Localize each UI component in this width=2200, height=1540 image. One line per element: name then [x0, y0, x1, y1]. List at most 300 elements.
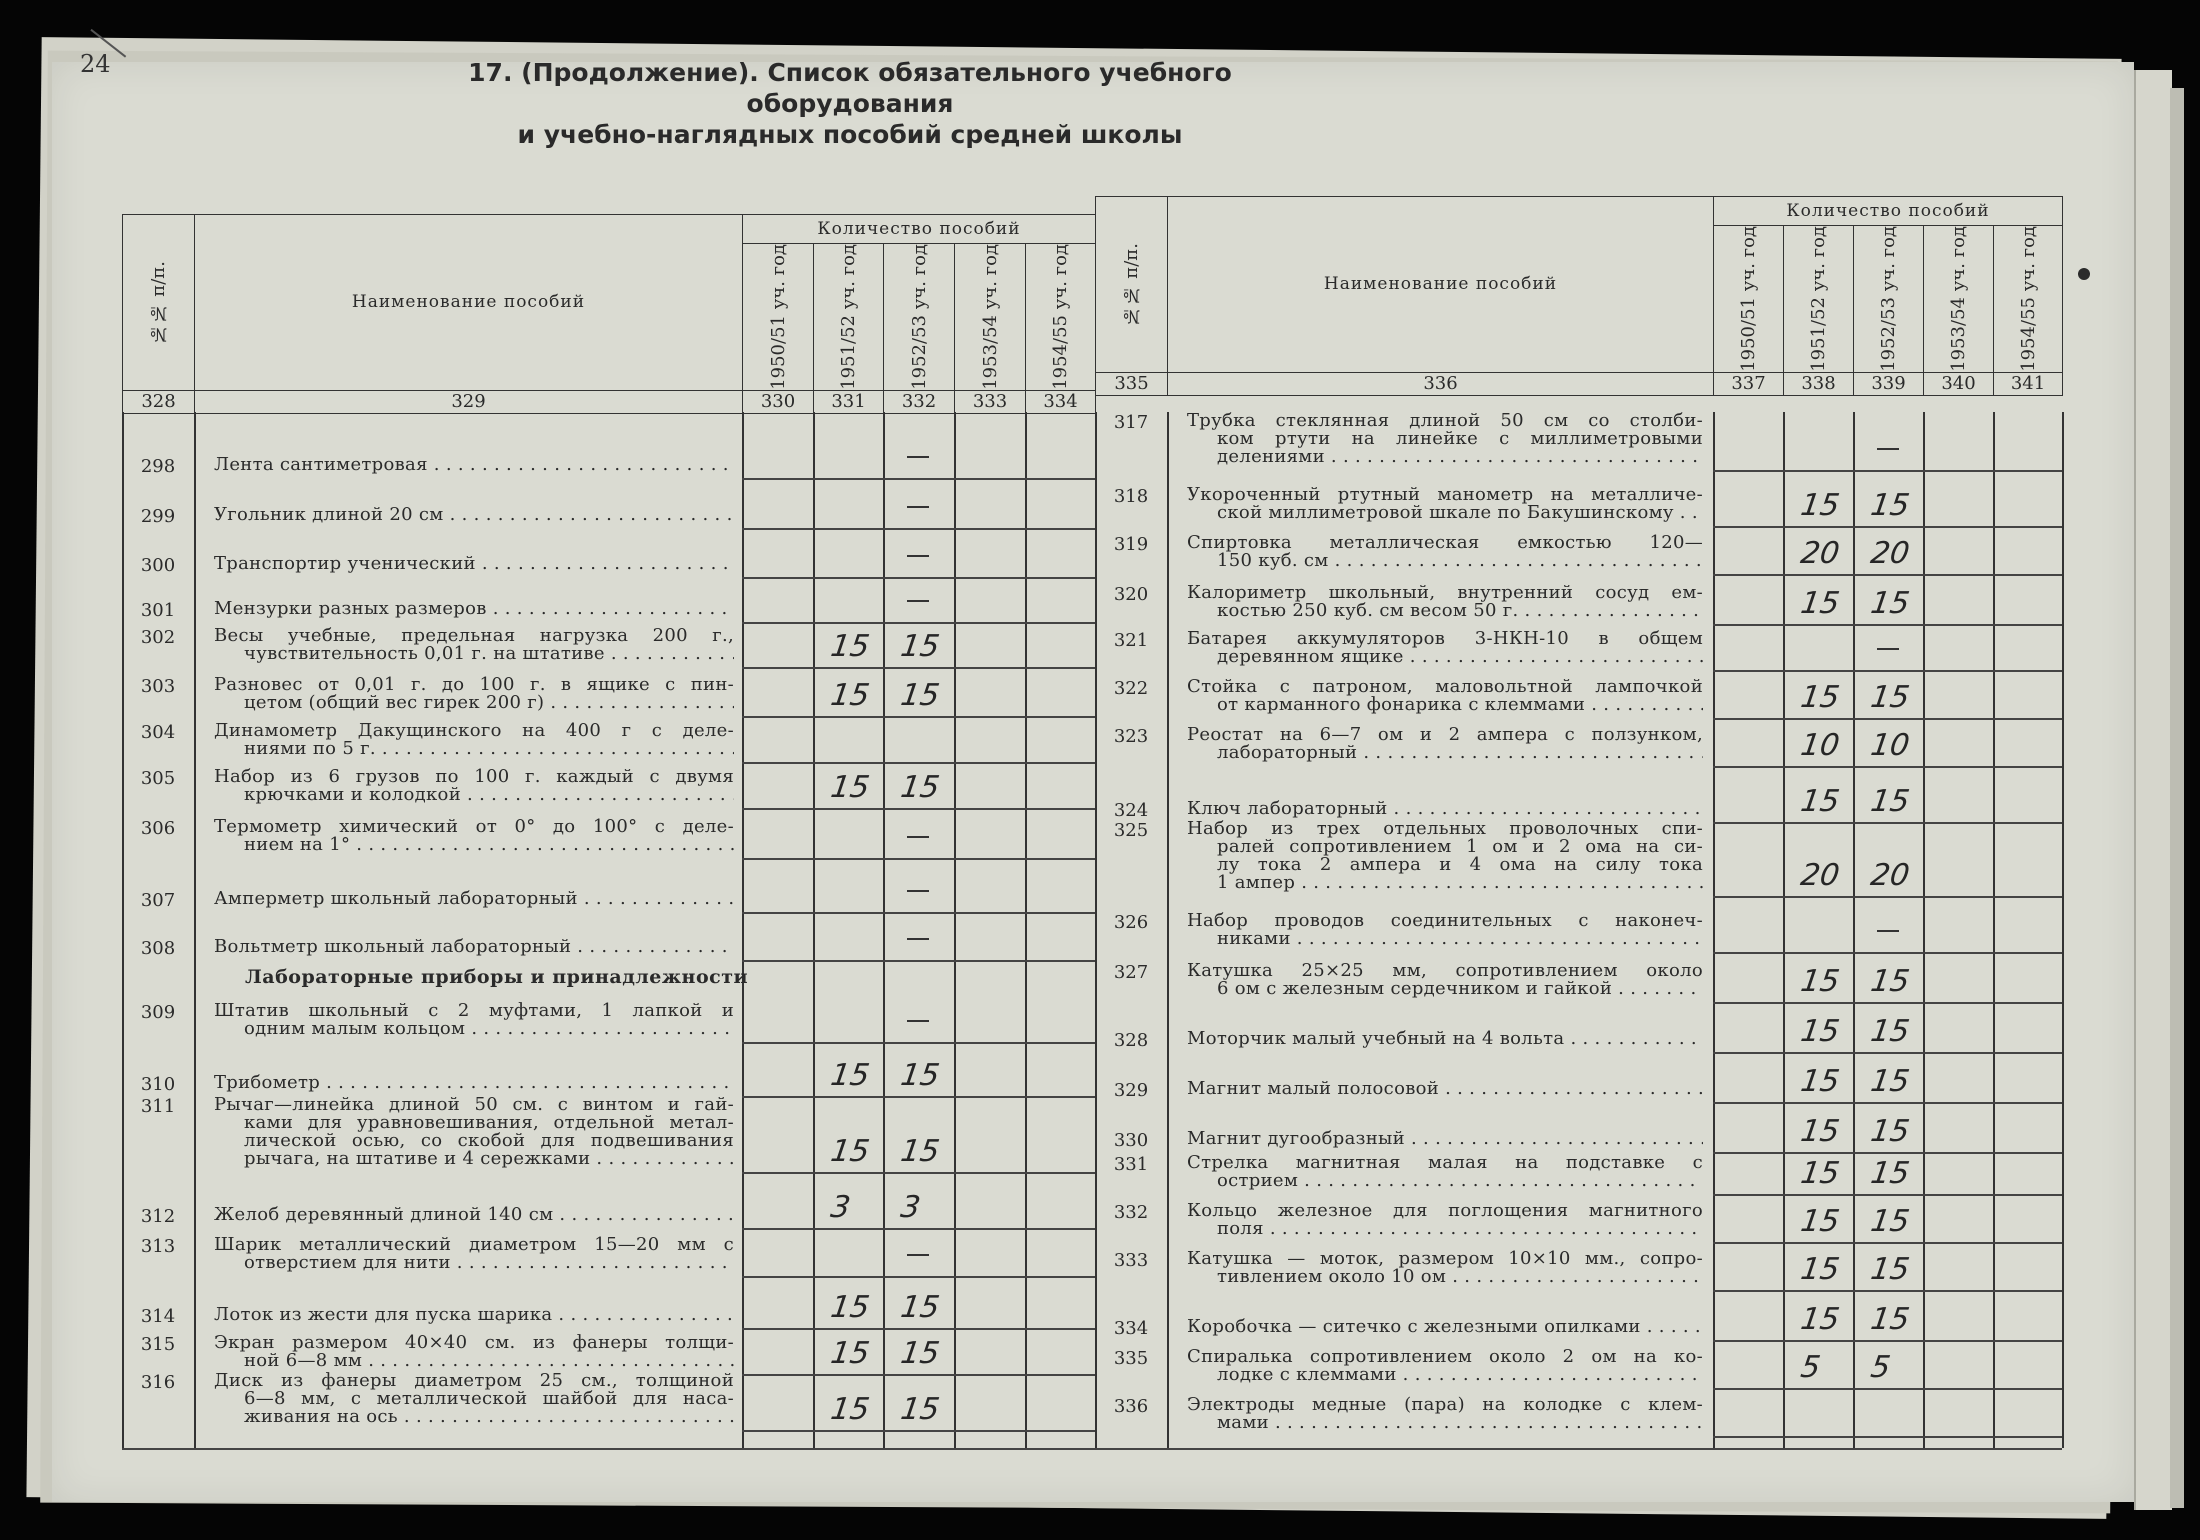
handwritten-quantity: 15 — [898, 1290, 942, 1325]
row-number: 311 — [140, 1096, 176, 1117]
item-name-line: ками для уравновешивания, отдельной метал- — [244, 1114, 734, 1132]
table-row — [122, 1372, 734, 1426]
row-rule — [742, 1276, 1095, 1278]
item-name-line: Стрелка магнитная малая на подставке с — [1187, 1154, 1703, 1172]
handwritten-quantity: 15 — [1868, 1014, 1912, 1049]
handwritten-quantity: 5 — [1868, 1350, 1893, 1385]
item-name-line: 1 ампер . . . — [1187, 874, 1703, 892]
handwritten-quantity: 15 — [828, 1134, 872, 1169]
item-name-line: ниями по 5 г. . . . — [214, 740, 734, 758]
item-name-line: Диск из фанеры диаметром 25 см., толщиной — [214, 1372, 734, 1390]
col-number: 330 — [743, 390, 814, 413]
item-name-line: крючками и колодкой . . . — [214, 786, 734, 804]
row-rule — [742, 1096, 1095, 1098]
item-name — [1187, 962, 1703, 998]
item-name-line: нием на 1° . . . — [214, 836, 734, 854]
column-rule — [1923, 412, 1925, 1448]
row-number: 330 — [1113, 1130, 1149, 1151]
right-year-1954: 1954/55 уч. год — [2017, 226, 2039, 372]
right-name-header: Наименование пособий — [1168, 197, 1714, 373]
table-row — [1095, 1154, 1703, 1190]
item-name-line: Трибометр . . . — [214, 1074, 734, 1092]
table-row — [1095, 1396, 1703, 1432]
handwritten-quantity: 15 — [1868, 586, 1912, 621]
column-rule — [1713, 412, 1715, 1448]
row-number: 329 — [1113, 1080, 1149, 1101]
table-row — [1095, 412, 1703, 466]
handwritten-dash — [907, 600, 929, 602]
row-number: 305 — [140, 768, 176, 789]
item-name-line: Реостат на 6—7 ом и 2 ампера с ползунком, — [1187, 726, 1703, 744]
row-number: 299 — [140, 506, 176, 527]
column-rule — [1025, 412, 1027, 1448]
row-rule — [742, 1328, 1095, 1330]
handwritten-quantity: 15 — [1798, 1302, 1842, 1337]
item-name — [1187, 1250, 1703, 1286]
item-name — [214, 506, 734, 524]
item-name-line: ралей сопротивлением 1 ом и 2 ома на си- — [1217, 838, 1703, 856]
item-name-line: Укороченный ртутный манометр на металличе- — [1187, 486, 1703, 504]
item-name — [1187, 800, 1703, 818]
row-number: 316 — [140, 1372, 176, 1393]
item-name-line: Магнит дугообразный . . . — [1187, 1130, 1703, 1148]
row-rule — [742, 716, 1095, 718]
col-number: 331 — [814, 390, 884, 413]
right-num-header: №№ п/п. — [1096, 197, 1168, 373]
item-name-line: мами . . . — [1187, 1414, 1703, 1432]
row-rule — [1713, 1242, 2062, 1244]
row-number: 327 — [1113, 962, 1149, 983]
table-row — [122, 890, 734, 911]
row-rule — [742, 808, 1095, 810]
item-name-line: лической осью, со скобой для подвешивания — [244, 1132, 734, 1150]
title-line-2: и учебно-наглядных пособий средней школы — [517, 120, 1183, 149]
handwritten-quantity: 15 — [1868, 1204, 1912, 1239]
item-name — [214, 1002, 734, 1038]
table-row — [1095, 1348, 1703, 1384]
item-name — [214, 818, 734, 854]
item-name — [1187, 1396, 1703, 1432]
handwritten-quantity: 15 — [898, 770, 942, 805]
row-number: 331 — [1113, 1154, 1149, 1175]
page-number: 24 — [80, 50, 111, 78]
handwritten-quantity: 15 — [1868, 488, 1912, 523]
col-number: 339 — [1854, 372, 1924, 395]
column-rule — [1783, 412, 1785, 1448]
item-name-line: лу тока 2 ампера и 4 ома на силу тока — [1217, 856, 1703, 874]
col-number: 333 — [955, 390, 1026, 413]
column-rule — [2062, 412, 2064, 1448]
handwritten-quantity: 5 — [1798, 1350, 1823, 1385]
table-row — [1095, 800, 1703, 821]
row-number: 314 — [140, 1306, 176, 1327]
handwritten-quantity: 15 — [1868, 1252, 1912, 1287]
section-heading: Лабораторные приборы и принадлежности — [245, 966, 749, 988]
handwritten-quantity: 15 — [828, 1290, 872, 1325]
row-rule — [1713, 574, 2062, 576]
item-name-line: Коробочка — ситечко с железными опилками . . . — [1187, 1318, 1703, 1336]
handwritten-dash — [907, 456, 929, 458]
row-number: 326 — [1113, 912, 1149, 933]
row-number: 328 — [1113, 1030, 1149, 1051]
table-row — [1095, 962, 1703, 998]
right-quantity-header: Количество пособий — [1714, 197, 2063, 226]
row-rule — [1713, 1340, 2062, 1342]
handwritten-quantity: 3 — [828, 1190, 853, 1225]
item-name-line: живания на ось . . . — [214, 1408, 734, 1426]
item-name — [214, 1236, 734, 1272]
table-row — [1095, 912, 1703, 948]
handwritten-quantity: 15 — [898, 1336, 942, 1371]
left-year-1952: 1952/53 уч. год — [908, 244, 930, 390]
row-rule — [1713, 624, 2062, 626]
handwritten-quantity: 15 — [1798, 680, 1842, 715]
column-rule — [883, 412, 885, 1448]
row-rule — [742, 528, 1095, 530]
row-number: 313 — [140, 1236, 176, 1257]
row-number: 324 — [1113, 800, 1149, 821]
table-row — [122, 1306, 734, 1327]
left-header-table — [122, 214, 1096, 414]
row-rule — [1713, 1152, 2062, 1154]
table-row — [122, 627, 734, 663]
right-year-1950: 1950/51 уч. год — [1738, 226, 1759, 372]
row-rule — [742, 858, 1095, 860]
item-name-line: Лоток из жести для пуска шарика . . . — [214, 1306, 734, 1324]
table-row — [122, 456, 734, 477]
row-number: 303 — [140, 676, 176, 697]
handwritten-quantity: 15 — [828, 770, 872, 805]
item-name-line: Вольтметр школьный лабораторный . . . — [214, 938, 734, 956]
item-name-line: Моторчик малый учебный на 4 вольта . . . — [1187, 1030, 1703, 1048]
row-number: 310 — [140, 1074, 176, 1095]
item-name — [1187, 1080, 1703, 1098]
left-year-1953: 1953/54 уч. год — [979, 244, 1001, 390]
table-row — [122, 768, 734, 804]
facing-page-edge — [2134, 70, 2172, 1510]
item-name-line: Магнит малый полосовой . . . — [1187, 1080, 1703, 1098]
row-number: 307 — [140, 890, 176, 911]
col-number: 337 — [1714, 372, 1784, 395]
item-name-line: Ключ лабораторный . . . — [1187, 800, 1703, 818]
item-name — [1187, 630, 1703, 666]
table-row — [122, 1206, 734, 1227]
left-year-1951: 1951/52 уч. год — [838, 244, 859, 390]
handwritten-dash — [907, 938, 929, 940]
table-row — [1095, 1130, 1703, 1151]
item-name-line: Стойка с патроном, маловольтной лампочкой — [1187, 678, 1703, 696]
table-row — [122, 818, 734, 854]
item-name-line: рычага, на штативе и 4 сережками . . . — [214, 1150, 734, 1168]
row-rule — [1713, 896, 2062, 898]
binding-hole — [2078, 268, 2090, 280]
row-number: 315 — [140, 1334, 176, 1355]
row-rule — [1713, 766, 2062, 768]
row-rule — [742, 1374, 1095, 1376]
col-number: 338 — [1784, 372, 1854, 395]
item-name — [214, 768, 734, 804]
row-number: 306 — [140, 818, 176, 839]
col-number: 340 — [1924, 372, 1994, 395]
row-rule — [1713, 670, 2062, 672]
table-row — [122, 1236, 734, 1272]
col-number: 335 — [1096, 372, 1168, 395]
item-name-line: Разновес от 0,01 г. до 100 г. в ящике с пин- — [214, 676, 734, 694]
row-number: 312 — [140, 1206, 176, 1227]
table-row — [122, 600, 734, 621]
item-name-line: от карманного фонарика с клеммами . . . — [1187, 696, 1703, 714]
row-rule — [742, 960, 1095, 962]
handwritten-quantity: 15 — [1868, 1302, 1912, 1337]
handwritten-quantity: 15 — [898, 629, 942, 664]
item-name-line: Трубка стеклянная длиной 50 см со столби- — [1187, 412, 1703, 430]
row-rule — [1713, 822, 2062, 824]
row-rule — [742, 622, 1095, 624]
handwritten-dash — [1877, 930, 1899, 932]
item-name-line: Спиртовка металлическая емкостью 120— — [1187, 534, 1703, 552]
row-number: 298 — [140, 456, 176, 477]
handwritten-quantity: 20 — [1868, 536, 1912, 571]
left-quantity-header: Количество пособий — [743, 215, 1096, 244]
facing-page-edge-shadow — [2170, 88, 2184, 1508]
row-number: 322 — [1113, 678, 1149, 699]
table-row — [1095, 486, 1703, 522]
row-number: 321 — [1113, 630, 1149, 651]
table-row — [122, 555, 734, 576]
row-number: 325 — [1113, 820, 1149, 841]
row-rule — [1713, 952, 2062, 954]
column-rule — [954, 412, 956, 1448]
handwritten-quantity: 20 — [1868, 858, 1912, 893]
item-name-line: Весы учебные, предельная нагрузка 200 г., — [214, 627, 734, 645]
handwritten-quantity: 15 — [1798, 1014, 1842, 1049]
handwritten-quantity: 10 — [1868, 728, 1912, 763]
item-name — [1187, 1130, 1703, 1148]
item-name — [1187, 534, 1703, 570]
item-name-line: Угольник длиной 20 см . . . — [214, 506, 734, 524]
item-name — [1187, 1030, 1703, 1048]
row-rule — [1713, 470, 2062, 472]
item-name-line: костью 250 куб. см весом 50 г. . . . — [1187, 602, 1703, 620]
page-title — [400, 57, 1300, 150]
row-rule — [742, 762, 1095, 764]
item-name-line: лабораторный . . . — [1187, 744, 1703, 762]
item-name-line: Динамометр Дакущинского на 400 г с деле- — [214, 722, 734, 740]
left-year-1950: 1950/51 уч. год — [767, 244, 789, 390]
table-row — [1095, 820, 1703, 892]
row-number: 336 — [1113, 1396, 1149, 1417]
row-rule — [1713, 1002, 2062, 1004]
item-name-line: Экран размером 40×40 см. из фанеры толщи- — [214, 1334, 734, 1352]
row-rule — [742, 1042, 1095, 1044]
handwritten-quantity: 15 — [1868, 1064, 1912, 1099]
handwritten-quantity: 15 — [898, 1392, 942, 1427]
column-rule — [742, 412, 744, 1448]
item-name-line: острием . . . — [1187, 1172, 1703, 1190]
table-row — [1095, 584, 1703, 620]
handwritten-dash — [907, 1020, 929, 1022]
row-number: 317 — [1113, 412, 1149, 433]
handwritten-quantity: 3 — [898, 1190, 923, 1225]
right-header-table — [1095, 196, 2063, 396]
handwritten-quantity: 15 — [1868, 1156, 1912, 1191]
item-name-line: Калориметр школьный, внутренний сосуд ем- — [1187, 584, 1703, 602]
item-name-line: делениями . . . — [1187, 448, 1703, 466]
item-name-line: Набор проводов соединительных с наконеч- — [1187, 912, 1703, 930]
column-rule — [1853, 412, 1855, 1448]
col-number: 341 — [1994, 372, 2063, 395]
item-name — [1187, 678, 1703, 714]
item-name-line: Штатив школьный с 2 муфтами, 1 лапкой и — [214, 1002, 734, 1020]
item-name — [214, 676, 734, 712]
row-number: 335 — [1113, 1348, 1149, 1369]
item-name — [214, 456, 734, 474]
row-rule — [1713, 1290, 2062, 1292]
row-rule — [1713, 1052, 2062, 1054]
table-row — [1095, 1030, 1703, 1051]
handwritten-quantity: 15 — [898, 1058, 942, 1093]
item-name-line: Лента сантиметровая . . . — [214, 456, 734, 474]
col-number: 334 — [1026, 390, 1096, 413]
item-name-line: Электроды медные (пара) на колодке с клем- — [1187, 1396, 1703, 1414]
item-name-line: ком ртути на линейке с миллиметровыми — [1217, 430, 1703, 448]
handwritten-dash — [907, 1254, 929, 1256]
handwritten-quantity: 15 — [1798, 964, 1842, 999]
item-name-line: Термометр химический от 0° до 100° с деле- — [214, 818, 734, 836]
item-name-line: 6 ом с железным сердечником и гайкой . . . — [1187, 980, 1703, 998]
handwritten-quantity: 15 — [1798, 1064, 1842, 1099]
table-row — [1095, 534, 1703, 570]
item-name-line: поля . . . — [1187, 1220, 1703, 1238]
item-name — [1187, 1202, 1703, 1238]
row-number: 309 — [140, 1002, 176, 1023]
item-name — [1187, 486, 1703, 522]
item-name-line: Рычаг—линейка длиной 50 см. с винтом и гай- — [214, 1096, 734, 1114]
handwritten-quantity: 10 — [1798, 728, 1842, 763]
table-row — [1095, 1318, 1703, 1339]
handwritten-dash — [1877, 648, 1899, 650]
left-year-1954: 1954/55 уч. год — [1050, 244, 1072, 390]
item-name-line: отверстием для нити . . . — [214, 1254, 734, 1272]
right-year-1952: 1952/53 уч. год — [1878, 226, 1899, 372]
item-name-line: Кольцо железное для поглощения магнитного — [1187, 1202, 1703, 1220]
row-number: 300 — [140, 555, 176, 576]
item-name — [214, 1206, 734, 1224]
item-name-line: одним малым кольцом . . . — [214, 1020, 734, 1038]
row-rule — [742, 667, 1095, 669]
table-row — [122, 1002, 734, 1038]
item-name — [1187, 584, 1703, 620]
table-row — [122, 722, 734, 758]
table-row — [1095, 630, 1703, 666]
column-rule — [813, 412, 815, 1448]
item-name — [214, 600, 734, 618]
row-rule — [1713, 526, 2062, 528]
item-name-line: Батарея аккумуляторов 3-НКН-10 в общем — [1187, 630, 1703, 648]
handwritten-quantity: 15 — [1868, 964, 1912, 999]
row-rule — [1713, 1194, 2062, 1196]
item-name-line: Амперметр школьный лабораторный . . . — [214, 890, 734, 908]
left-num-header: №№ п/п. — [123, 215, 195, 391]
handwritten-quantity: 15 — [1798, 586, 1842, 621]
table-row — [122, 1074, 734, 1095]
row-rule — [1713, 1436, 2062, 1438]
item-name-line: Катушка 25×25 мм, сопротивлением около — [1187, 962, 1703, 980]
item-name-line: деревянном ящике . . . — [1187, 648, 1703, 666]
item-name — [1187, 1348, 1703, 1384]
handwritten-quantity: 15 — [898, 678, 942, 713]
handwritten-quantity: 15 — [1868, 680, 1912, 715]
item-name-line: 6—8 мм, с металлической шайбой для наса- — [244, 1390, 734, 1408]
handwritten-quantity: 15 — [828, 1336, 872, 1371]
handwritten-quantity: 15 — [1798, 1252, 1842, 1287]
row-number: 320 — [1113, 584, 1149, 605]
item-name — [214, 938, 734, 956]
row-rule — [1713, 1388, 2062, 1390]
col-number: 329 — [195, 390, 743, 413]
item-name — [1187, 912, 1703, 948]
row-number: 302 — [140, 627, 176, 648]
row-rule — [742, 1228, 1095, 1230]
item-name-line: Катушка — моток, размером 10×10 мм., сопро- — [1187, 1250, 1703, 1268]
right-year-1953: 1953/54 уч. год — [1948, 226, 1969, 372]
item-name-line: Набор из трех отдельных проволочных спи- — [1187, 820, 1703, 838]
table-row — [1095, 1250, 1703, 1286]
row-number: 323 — [1113, 726, 1149, 747]
handwritten-dash — [907, 506, 929, 508]
table-row — [1095, 726, 1703, 762]
row-rule — [742, 577, 1095, 579]
row-number: 319 — [1113, 534, 1149, 555]
item-name — [214, 1074, 734, 1092]
col-number: 336 — [1168, 372, 1714, 395]
item-name-line: тивлением около 10 ом . . . — [1187, 1268, 1703, 1286]
table-row — [122, 1334, 734, 1370]
table-row — [1095, 1080, 1703, 1101]
row-number: 304 — [140, 722, 176, 743]
handwritten-quantity: 15 — [1868, 1114, 1912, 1149]
item-name-line: лодке с клеммами . . . — [1187, 1366, 1703, 1384]
row-rule — [1713, 718, 2062, 720]
column-rule — [1993, 412, 1995, 1448]
handwritten-quantity: 15 — [828, 629, 872, 664]
row-rule — [1713, 1102, 2062, 1104]
handwritten-quantity: 15 — [898, 1134, 942, 1169]
item-name — [1187, 1318, 1703, 1336]
item-name — [214, 1306, 734, 1324]
item-name — [214, 1372, 734, 1426]
item-name — [1187, 1154, 1703, 1190]
handwritten-quantity: 15 — [828, 1392, 872, 1427]
handwritten-quantity: 15 — [1798, 488, 1842, 523]
handwritten-quantity: 15 — [1798, 1204, 1842, 1239]
item-name-line: Мензурки разных размеров . . . — [214, 600, 734, 618]
row-number: 334 — [1113, 1318, 1149, 1339]
handwritten-quantity: 20 — [1798, 536, 1842, 571]
item-name — [214, 890, 734, 908]
table-row — [122, 1096, 734, 1168]
table-row — [122, 506, 734, 527]
handwritten-quantity: 15 — [828, 1058, 872, 1093]
row-number: 318 — [1113, 486, 1149, 507]
table-row — [1095, 1202, 1703, 1238]
row-number: 332 — [1113, 1202, 1149, 1223]
handwritten-dash — [907, 555, 929, 557]
item-name — [214, 722, 734, 758]
handwritten-dash — [907, 836, 929, 838]
item-name — [214, 555, 734, 573]
row-rule — [742, 478, 1095, 480]
